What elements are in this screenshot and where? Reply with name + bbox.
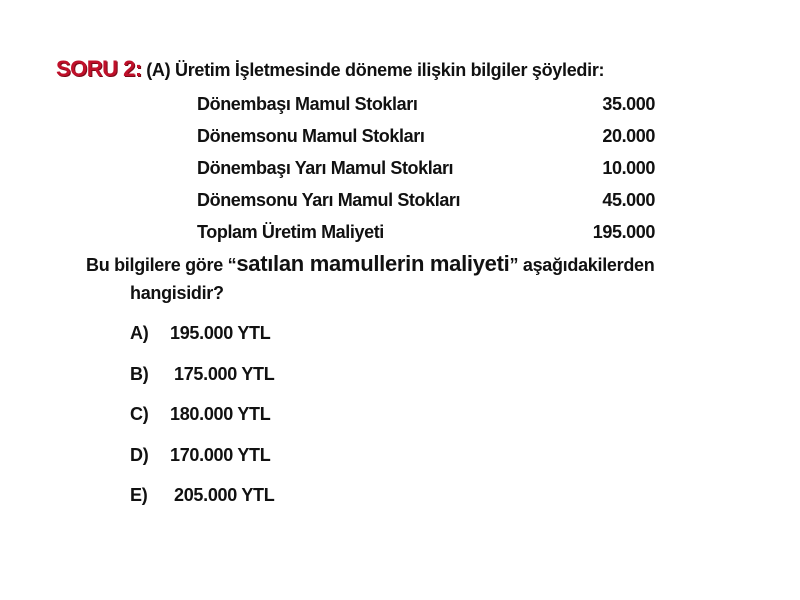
question-intro-text: (A) Üretim İşletmesinde döneme ilişkin bilgiler şöyledir:	[146, 60, 605, 80]
option-text: 175.000 YTL	[174, 363, 275, 384]
question-emphasis: satılan mamullerin maliyeti	[236, 251, 510, 276]
question-number-label: SORU 2:	[56, 56, 142, 81]
option-letter: B)	[130, 363, 149, 384]
question-prefix: Bu bilgilere göre “	[86, 255, 237, 275]
option-text: 195.000 YTL	[170, 323, 271, 343]
data-row-label: Dönembaşı Mamul Stokları	[197, 94, 418, 114]
data-row	[197, 152, 655, 184]
option-text: 170.000 YTL	[170, 444, 271, 465]
option-text: 180.000 YTL	[170, 404, 271, 424]
data-row-value: 20.000	[602, 126, 655, 146]
question-heading	[56, 56, 604, 82]
data-row-label: Dönemsonu Mamul Stokları	[197, 126, 425, 146]
cost-data-table	[197, 88, 655, 248]
question-suffix: ” aşağıdakilerden	[509, 255, 655, 275]
data-row-label: Dönembaşı Yarı Mamul Stokları	[197, 158, 454, 178]
data-row-value: 195.000	[592, 222, 655, 242]
data-row	[197, 216, 655, 248]
data-row-value: 10.000	[602, 158, 655, 178]
option-text: 205.000 YTL	[174, 485, 275, 505]
data-row-label: Dönemsonu Yarı Mamul Stokları	[197, 190, 461, 210]
data-row-value: 45.000	[602, 190, 655, 210]
option-letter: A)	[130, 323, 149, 343]
question-text	[86, 250, 726, 307]
data-row-label: Toplam Üretim Maliyeti	[197, 222, 384, 242]
data-row-value: 35.000	[602, 94, 655, 114]
question-line2: hangisidir?	[130, 283, 224, 303]
option-letter: C)	[130, 404, 149, 424]
option-letter: D)	[130, 444, 149, 465]
data-row	[197, 88, 655, 120]
data-row	[197, 184, 655, 216]
data-row	[197, 120, 655, 152]
option-letter: E)	[130, 485, 148, 505]
